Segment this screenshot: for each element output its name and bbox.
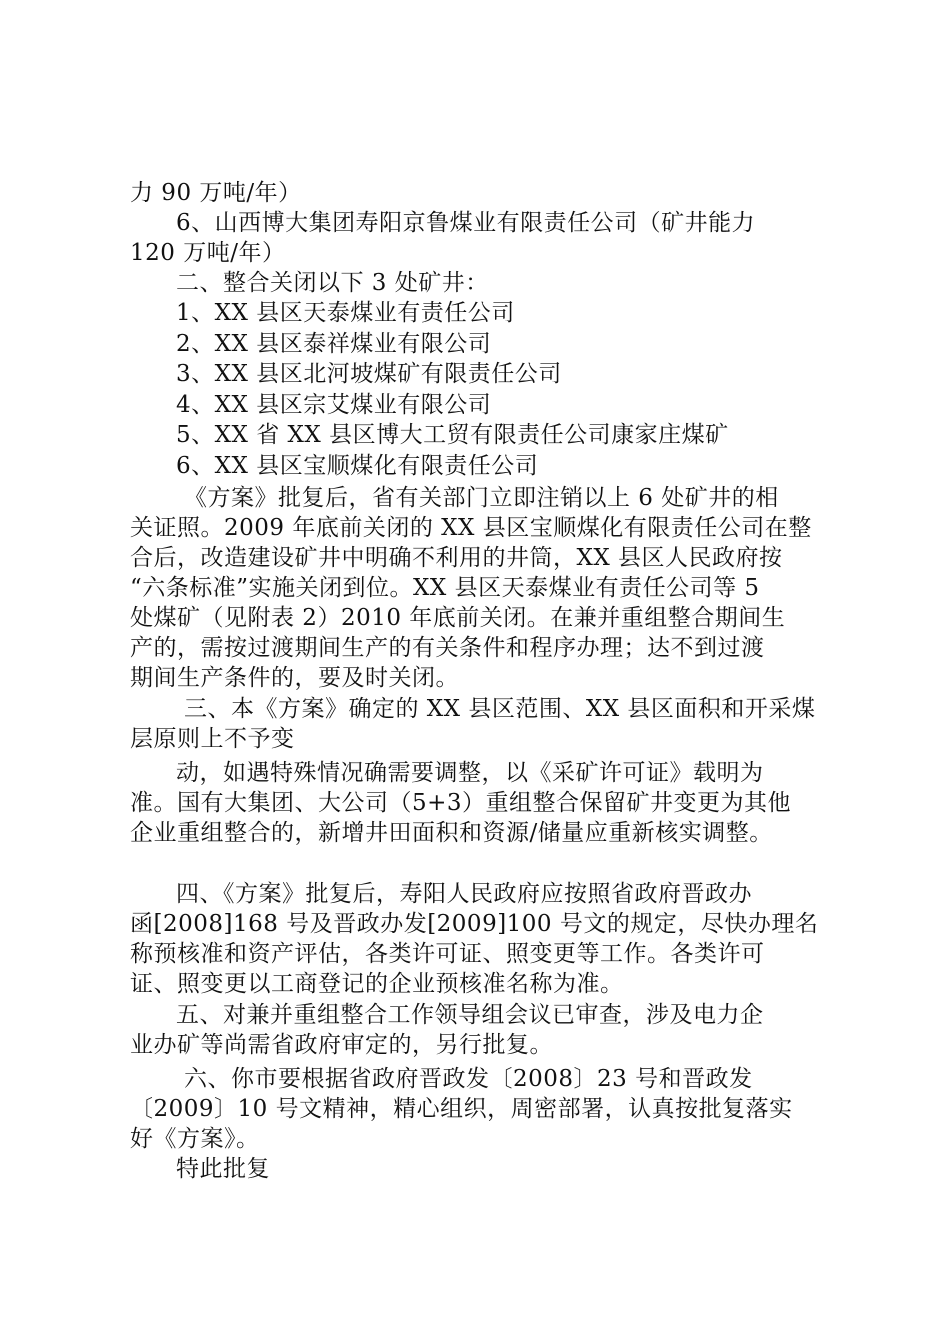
list-item-5: 5、XX 省 XX 县区博大工贸有限责任公司康家庄煤矿 [176,422,729,448]
list-item-1: 1、XX 县区天泰煤业有责任公司 [176,300,515,326]
paragraph-line: 产的，需按过渡期间生产的有关条件和程序办理；达不到过渡 [130,635,765,661]
paragraph-line: 期间生产条件的，要及时关闭。 [130,665,459,691]
paragraph-line: 《方案》批复后，省有关部门立即注销以上 6 处矿井的相 [184,485,779,511]
section-heading-3: 三、本《方案》确定的 XX 县区范围、XX 县区面积和开采煤 [184,696,816,722]
section-heading-4: 四、《方案》批复后，寿阳人民政府应按照省政府晋政办 [176,881,752,907]
paragraph-line: 准。国有大集团、大公司（5+3）重组整合保留矿井变更为其他 [130,790,792,816]
closing-line: 特此批复 [176,1156,270,1182]
paragraph-line: 合后，改造建设矿井中明确不利用的井筒，XX 县区人民政府按 [130,545,783,571]
paragraph-line: 企业重组整合的，新增井田面积和资源/储量应重新核实调整。 [130,820,773,846]
list-item-2: 2、XX 县区泰祥煤业有限公司 [176,331,492,357]
paragraph-line: 好《方案》。 [130,1126,260,1152]
paragraph-line: 函[2008]168 号及晋政办发[2009]100 号文的规定，尽快办理名 [130,911,819,937]
list-item-6: 6、XX 县区宝顺煤化有限责任公司 [176,453,539,479]
paragraph-line: 称预核准和资产评估，各类许可证、照变更等工作。各类许可 [130,941,765,967]
text-line-continuation: 120 万吨/年） [130,240,286,266]
list-item-4: 4、XX 县区宗艾煤业有限公司 [176,392,492,418]
paragraph-line: 动，如遇特殊情况确需要调整，以《采矿许可证》载明为 [176,760,764,786]
paragraph-line: “六条标准”实施关闭到位。XX 县区天泰煤业有责任公司等 5 [130,575,760,601]
section-heading-6: 六、你市要根据省政府晋政发〔2008〕23 号和晋政发 [184,1066,753,1092]
list-item-6-boda: 6、山西博大集团寿阳京鲁煤业有限责任公司（矿井能力 [176,210,756,236]
paragraph-line: 证、照变更以工商登记的企业预核准名称为准。 [130,971,624,997]
section-heading-5: 五、对兼并重组整合工作领导组会议已审查，涉及电力企 [176,1002,764,1028]
paragraph-line: 层原则上不予变 [130,726,295,752]
section-heading-2: 二、整合关闭以下 3 处矿井： [176,270,489,296]
paragraph-line: 〔2009〕10 号文精神，精心组织，周密部署，认真按批复落实 [130,1096,793,1122]
paragraph-line: 处煤矿（见附表 2）2010 年底前关闭。在兼并重组整合期间生 [130,605,786,631]
text-line-continuation: 力 90 万吨/年） [130,180,302,206]
list-item-3: 3、XX 县区北河坡煤矿有限责任公司 [176,361,562,387]
paragraph-line: 关证照。2009 年底前关闭的 XX 县区宝顺煤化有限责任公司在整 [130,515,812,541]
paragraph-line: 业办矿等尚需省政府审定的，另行批复。 [130,1032,553,1058]
